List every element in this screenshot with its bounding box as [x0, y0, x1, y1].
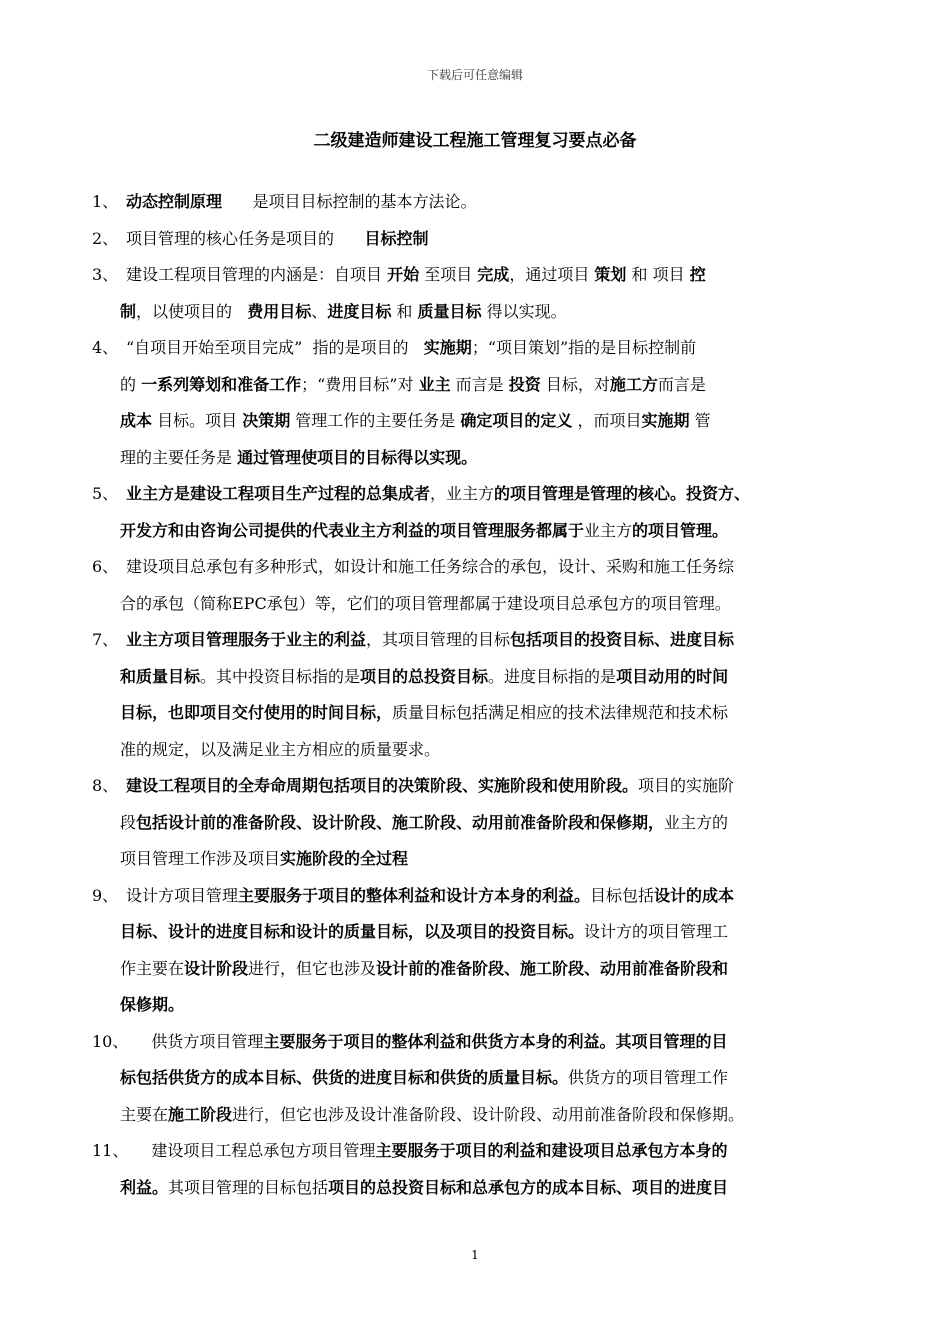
text: 目标，对 — [540, 374, 610, 394]
text: 目标。项目 — [152, 411, 243, 430]
text: 其项目管理的目标包括 — [168, 1177, 329, 1197]
text: 业主方 — [584, 520, 633, 540]
text: 主要在 — [120, 1104, 169, 1124]
item-line — [120, 732, 440, 768]
bold-text: 实施阶段的全过程 — [280, 849, 409, 868]
item-number: 6、 — [92, 557, 119, 576]
bold-text: 保修期。 — [120, 995, 185, 1014]
item-line — [120, 951, 728, 987]
text: 供货方的项目管理工作 — [568, 1068, 729, 1087]
bold-text: 目标、设计的进度目标和设计的质量目标，以及项目的投资目标。 — [120, 922, 585, 941]
bold-text: 动态控制原理 — [126, 192, 223, 211]
text: 至项目 — [419, 265, 478, 284]
bold-text: 开发方和由咨询公司提供的代表业主方利益的项目管理服务都属于 — [120, 520, 585, 540]
bold-text: 确定项目的定义 — [460, 411, 573, 430]
item-line — [120, 841, 408, 877]
text: 项目的实施阶 — [638, 776, 735, 795]
item-line — [126, 221, 429, 257]
text: 和 项目 — [626, 265, 690, 284]
item-line — [126, 476, 750, 512]
bold-text: 完成 — [477, 265, 510, 284]
text: 合的承包（简称EPC承包）等，它们的项目管理都属于建设项目总承包方的项目管理。 — [120, 593, 731, 613]
text: 项目管理工作涉及项目 — [120, 849, 281, 868]
item-line — [120, 914, 728, 950]
text: ；“项目策划”指的是目标控制前 — [471, 338, 697, 357]
text: 。其中投资目标指的是 — [200, 666, 361, 686]
text: 段 — [120, 812, 137, 832]
bold-text: 投资 — [508, 374, 541, 394]
text: ，以使项目的 — [136, 301, 248, 321]
text: ，而项目 — [572, 411, 642, 430]
bold-text: 的项目管理。 — [632, 520, 729, 540]
item-line — [126, 768, 734, 804]
item-line — [120, 403, 711, 439]
item-number: 3、 — [92, 265, 119, 284]
bold-text: 和质量目标 — [120, 666, 201, 686]
bold-text: 包括项目的投资目标、进度目标 — [510, 630, 735, 649]
bold-text: 业主方项目管理服务于业主的利益 — [126, 630, 367, 649]
item-number: 1、 — [92, 192, 119, 211]
item-line — [120, 440, 477, 476]
bold-text: 标包括供货方的成本目标、供货的进度目标和供货的质量目标。 — [120, 1068, 569, 1087]
item-line — [120, 586, 731, 622]
bold-text: 决策期 — [242, 411, 291, 430]
item-line — [120, 1097, 744, 1133]
bold-text: 设计的成本 — [654, 885, 735, 905]
text: 作主要在 — [120, 958, 185, 978]
text: ，业主方 — [430, 484, 495, 503]
item-number: 2、 — [92, 228, 119, 248]
bold-text: 开始 — [387, 265, 420, 284]
text: 是项目目标控制的基本方法论。 — [222, 192, 477, 211]
text: 得以实现。 — [481, 301, 567, 321]
item-number: 10、 — [92, 1031, 129, 1051]
text: 建设项目总承包有多种形式，如设计和施工任务综合的承包，设计、采购和施工任务综 — [126, 557, 735, 576]
item-line — [126, 622, 734, 658]
bold-text: 成本 — [120, 411, 153, 430]
text: 准的规定，以及满足业主方相应的质量要求。 — [120, 739, 441, 759]
bold-text: 业主 — [418, 374, 451, 394]
text: ，通过项目 — [509, 265, 595, 284]
item-line — [120, 987, 184, 1023]
bold-text: 质量目标 — [417, 301, 482, 321]
bold-text: 项目的总投资目标和总承包方的成本目标、项目的进度目 — [328, 1177, 729, 1197]
text: 供货方项目管理 — [126, 1031, 264, 1051]
text: 、 — [311, 301, 328, 321]
item-number: 7、 — [92, 630, 119, 649]
item-line — [126, 330, 696, 366]
bold-text: 施工方 — [609, 374, 658, 394]
item-line — [126, 257, 706, 293]
item-line — [126, 1024, 727, 1060]
bold-text: 主要服务于项目的整体利益和设计方本身的利益。 — [238, 885, 591, 905]
bold-text: 建设工程项目的全寿命周期包括项目的决策阶段、实施阶段和使用阶段。 — [126, 776, 639, 795]
item-line — [120, 513, 728, 549]
text: 设计方项目管理 — [126, 885, 239, 905]
item-number: 4、 — [92, 338, 119, 357]
page-number: 1 — [471, 1248, 479, 1262]
text: 而言是 — [657, 374, 706, 394]
text: ，其项目管理的目标 — [366, 630, 511, 649]
item-line — [120, 805, 728, 841]
bold-text: 设计前的准备阶段、施工阶段、动用前准备阶段和 — [376, 958, 729, 978]
bold-text: 包括设计前的准备阶段、设计阶段、施工阶段、动用前准备阶段和保修期， — [136, 812, 665, 832]
text: 建设工程项目管理的内涵是：自项目 — [126, 265, 388, 284]
bold-text: 目标控制 — [364, 228, 429, 248]
bold-text: 一系列筹划和准备工作 — [141, 374, 302, 394]
text: 。进度目标指的是 — [488, 666, 617, 686]
item-number: 5、 — [92, 484, 119, 503]
bold-text: 实施期 — [423, 338, 472, 357]
item-number: 8、 — [92, 776, 119, 795]
item-line — [120, 294, 567, 330]
text: ；“费用目标”对 — [301, 374, 419, 394]
text: 进行，但它也涉及 — [248, 958, 377, 978]
text: 设计方的项目管理工 — [584, 922, 729, 941]
item-line — [120, 367, 706, 403]
text: 管 — [689, 411, 711, 430]
bold-text: 施工阶段 — [168, 1104, 233, 1124]
page-header: 下载后可任意编辑 — [426, 68, 523, 82]
bold-text: 进度目标 — [327, 301, 392, 321]
text: 管理工作的主要任务是 — [290, 411, 461, 430]
document-title: 二级建造师建设工程施工管理复习要点必备 — [313, 131, 637, 151]
item-line — [126, 549, 734, 585]
item-line — [120, 1170, 728, 1206]
text: 的 — [120, 374, 142, 394]
text: 目标包括 — [590, 885, 655, 905]
bold-text: 制 — [120, 301, 137, 321]
item-number: 11、 — [92, 1141, 129, 1160]
text: “自项目开始至项目完成” 指的是项目的 — [126, 338, 424, 357]
bold-text: 控 — [689, 265, 706, 284]
item-line — [120, 659, 728, 695]
bold-text: 通过管理使项目的目标得以实现。 — [237, 447, 478, 467]
bold-text: 主要服务于项目的整体利益和供货方本身的利益。其项目管理的目 — [263, 1031, 728, 1051]
bold-text: 项目的总投资目标 — [360, 666, 489, 686]
item-line — [126, 1133, 727, 1169]
bold-text: 费用目标 — [247, 301, 312, 321]
item-line — [120, 695, 728, 731]
text: 建设项目工程总承包方项目管理 — [126, 1141, 376, 1160]
item-line — [126, 184, 477, 220]
text: 项目管理的核心任务是项目的 — [126, 228, 365, 248]
bold-text: 主要服务于项目的利益和建设项目总承包方本身的 — [375, 1141, 728, 1160]
bold-text: 利益。 — [120, 1177, 169, 1197]
bold-text: 业主方是建设工程项目生产过程的总集成者 — [126, 484, 431, 503]
text: 业主方的 — [664, 812, 729, 832]
item-line — [126, 878, 734, 914]
text: 而言是 — [450, 374, 509, 394]
text: 理的主要任务是 — [120, 447, 238, 467]
text: 和 — [391, 301, 418, 321]
bold-text: 策划 — [594, 265, 627, 284]
item-line — [120, 1060, 728, 1096]
text: 质量目标包括满足相应的技术法律规范和技术标 — [392, 703, 729, 722]
bold-text: 目标，也即项目交付使用的时间目标， — [120, 703, 393, 722]
bold-text: 实施期 — [641, 411, 690, 430]
bold-text: 项目动用的时间 — [616, 666, 729, 686]
item-number: 9、 — [92, 885, 119, 905]
text: 进行，但它也涉及设计准备阶段、设计阶段、动用前准备阶段和保修期。 — [232, 1104, 745, 1124]
bold-text: 设计阶段 — [184, 958, 249, 978]
bold-text: 的项目管理是管理的核心。投资方、 — [494, 484, 751, 503]
